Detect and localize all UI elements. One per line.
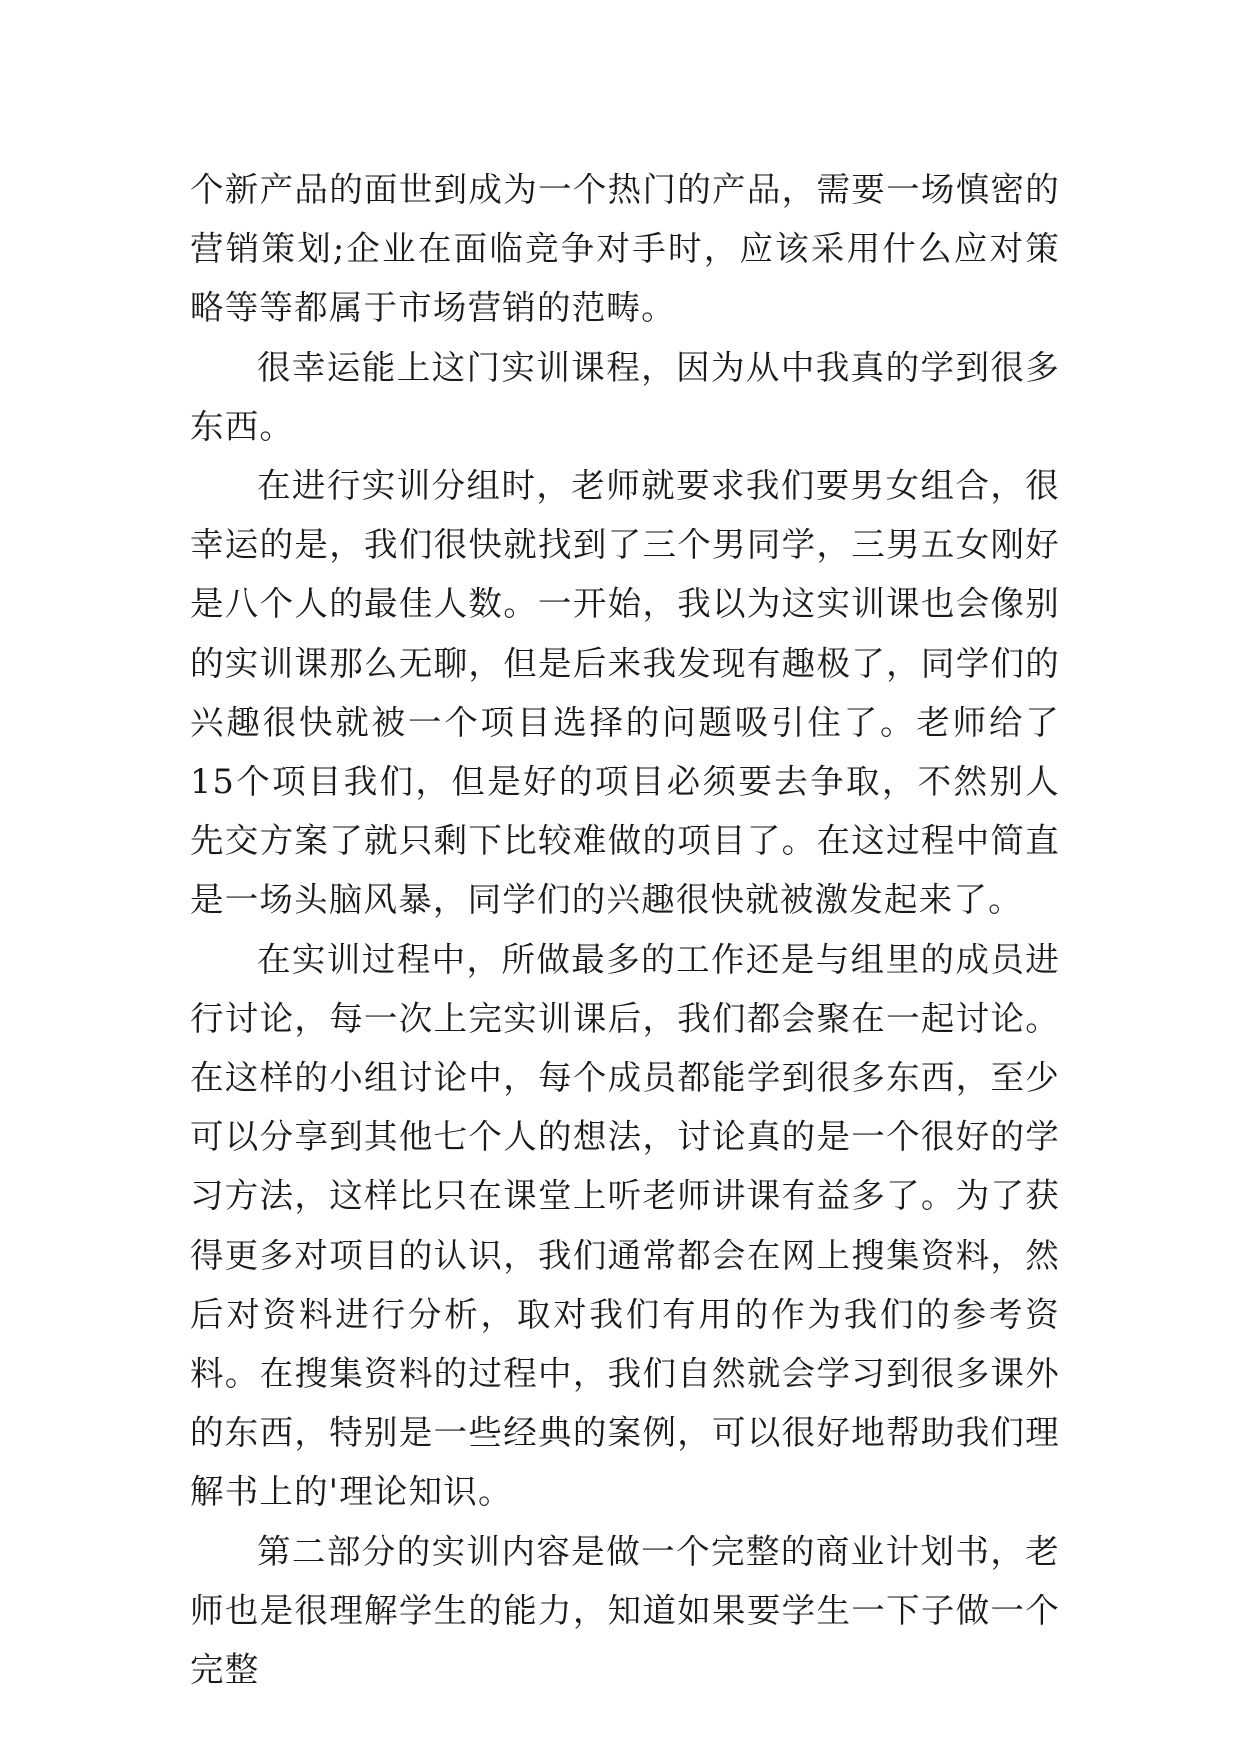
paragraph-5: 第二部分的实训内容是做一个完整的商业计划书，老师也是很理解学生的能力，知道如果要学生一下子做一个完整 bbox=[190, 1531, 1060, 1690]
paragraph-1: 个新产品的面世到成为一个热门的产品，需要一场慎密的营销策划;企业在面临竞争对手时，应该采用什么应对策略等等都属于市场营销的范畴。 bbox=[190, 170, 1060, 328]
document-body bbox=[190, 160, 1060, 1699]
paragraph-3: 在进行实训分组时，老师就要求我们要男女组合，很幸运的是，我们很快就找到了三个男同学，三男五女刚好是八个人的最佳人数。一开始，我以为这实训课也会像别的实训课那么无聊，但是后来我发现有趣极了，同学们的兴趣很快就被一个项目选择的问题吸引住了。老师给了15个项目我们，但是好的项目必须要去争取，不然别人先交方案了就只剩下比较难做的项目了。在这过程中简直是一场头脑风暴，同学们的兴趣很快就被激发起来了。 bbox=[190, 466, 1060, 920]
paragraph-2: 很幸运能上这门实训课程，因为从中我真的学到很多东西。 bbox=[190, 347, 1060, 446]
paragraph-4: 在实训过程中，所做最多的工作还是与组里的成员进行讨论，每一次上完实训课后，我们都会聚在一起讨论。在这样的小组讨论中，每个成员都能学到很多东西，至少可以分享到其他七个人的想法，讨论真的是一个很好的学习方法，这样比只在课堂上听老师讲课有益多了。为了获得更多对项目的认识，我们通常都会在网上搜集资料，然后对资料进行分析，取对我们有用的作为我们的参考资料。在搜集资料的过程中，我们自然就会学习到很多课外的东西，特别是一些经典的案例，可以很好地帮助我们理解书上的'理论知识。 bbox=[190, 939, 1060, 1512]
